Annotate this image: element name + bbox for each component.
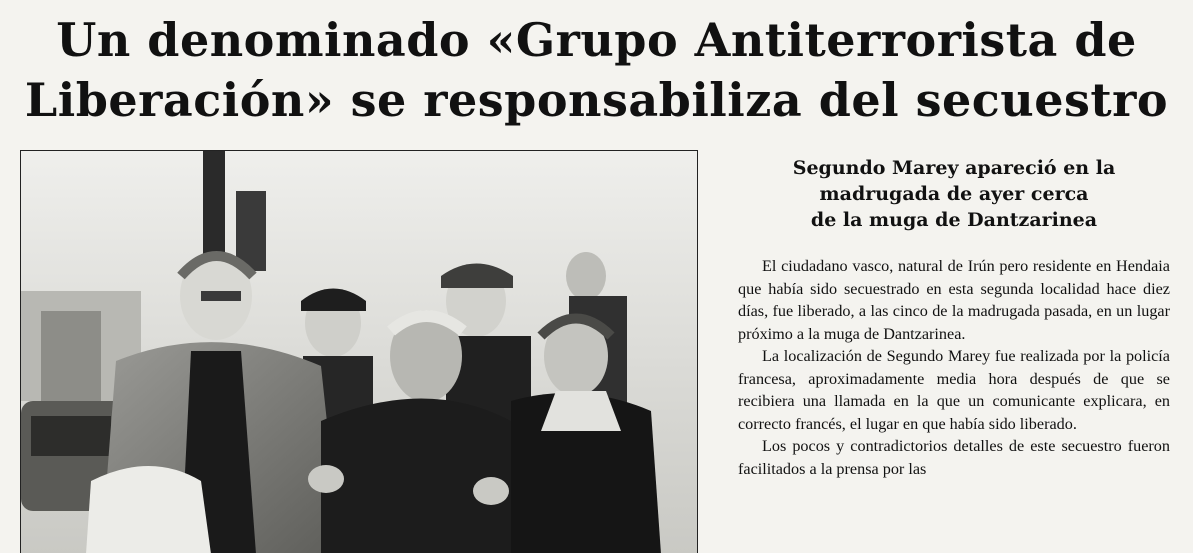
headline-line-2: Liberación» se responsabiliza del secuestro (24, 73, 1169, 127)
sidebar-article (738, 155, 1170, 480)
article-paragraph-2: La localización de Segundo Marey fue realizada por la policía francesa, aproximadamente media hora después de que se recibiera una llamada en la que un comunicante explicara, en correcto francés, el lugar en que había sido liberado. (738, 347, 1170, 433)
subhead-line-2: madrugada de ayer cerca (819, 183, 1089, 205)
article-paragraph-1: El ciudadano vasco, natural de Irún pero residente en Hendaia que había sido secuestrado en esta segunda localidad hace diez días, fue liberado, a las cinco de la madrugada pasada, en un lugar próximo a la muga de Dantzarinea. (738, 257, 1170, 343)
subhead-line-1: Segundo Marey apareció en la (792, 157, 1116, 179)
headline (0, 0, 1193, 130)
news-photo (20, 150, 698, 553)
subhead-line-3: de la muga de Dantzarinea (810, 209, 1098, 231)
article-paragraph-3: Los pocos y contradictorios detalles de este secuestro fueron facilitados a la prensa por las (738, 437, 1170, 478)
article-body (738, 255, 1170, 480)
photo-illustration (21, 151, 698, 553)
headline-line-1: Un denominado «Grupo Antiterrorista de (56, 13, 1137, 67)
article-subhead (738, 155, 1170, 233)
